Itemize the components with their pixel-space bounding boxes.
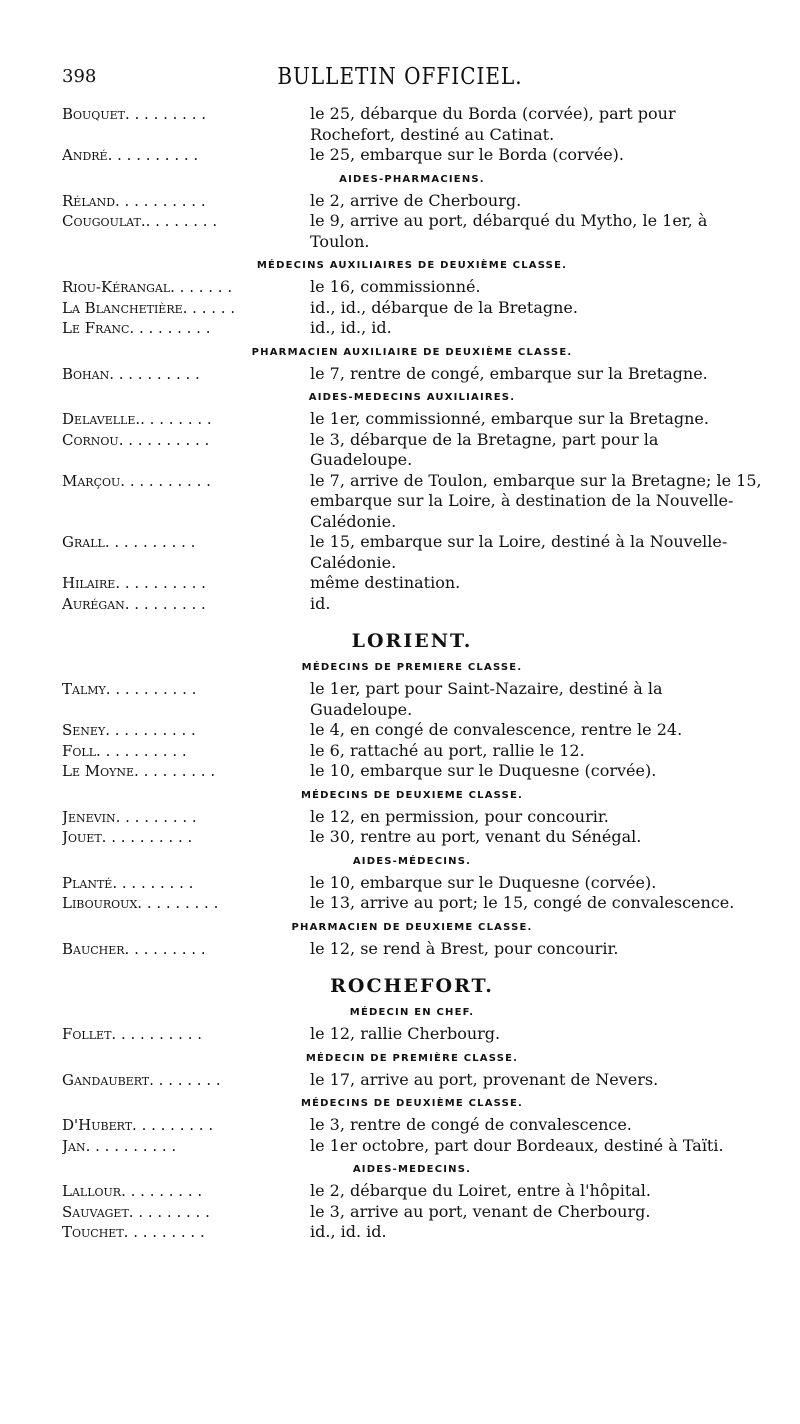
personnel-name: Le Moyne. . . . . . . . . [62, 762, 216, 780]
personnel-movement: le 16, commissionné. [310, 277, 481, 296]
personnel-entry [62, 939, 762, 960]
personnel-entry [62, 893, 762, 914]
rank-heading: PHARMACIEN AUXILIAIRE DE DEUXIÈME CLASSE. [251, 346, 573, 358]
rank-heading: MÉDECINS DE DEUXIÈME CLASSE. [300, 1098, 524, 1109]
personnel-movement: le 1er, commissionné, embarque sur la Bretagne. [310, 409, 709, 428]
personnel-entry [62, 573, 762, 594]
personnel-entry [62, 191, 762, 212]
personnel-movement: id., id. id. [310, 1222, 387, 1241]
personnel-movement: le 10, embarque sur le Duquesne (corvée). [310, 761, 657, 780]
personnel-name: Jenevin. . . . . . . . . [62, 807, 197, 826]
personnel-movement: le 25, débarque du Borda (corvée), part pour Rochefort, destiné au Catinat. [310, 104, 676, 144]
personnel-movement: le 6, rattaché au port, rallie le 12. [310, 740, 585, 760]
personnel-name: Le Franc. . . . . . . . . [62, 319, 211, 337]
personnel-entry [62, 409, 762, 430]
personnel-entry [62, 594, 762, 615]
personnel-movement: le 7, rentre de congé, embarque sur la Bretagne. [310, 363, 708, 383]
personnel-entry [62, 430, 762, 471]
personnel-name: Touchet. . . . . . . . . [62, 1223, 205, 1241]
personnel-entry [62, 1181, 762, 1202]
personnel-entry [62, 720, 762, 741]
personnel-name: Delavelle.. . . . . . . . [62, 410, 212, 428]
personnel-entry [62, 364, 762, 385]
personnel-entry [62, 277, 762, 298]
personnel-entry [62, 104, 762, 145]
personnel-name: D'Hubert. . . . . . . . . [62, 1116, 214, 1134]
personnel-name: Foll. . . . . . . . . . [62, 741, 187, 760]
personnel-name: Libouroux. . . . . . . . . [62, 894, 219, 912]
personnel-movement: le 4, en congé de convalescence, rentre le 24. [310, 720, 683, 739]
personnel-movement: id., id., id. [310, 318, 392, 337]
personnel-movement: le 9, arrive au port, débarqué du Mytho, le 1er, à Toulon. [310, 211, 708, 251]
personnel-entry [62, 145, 762, 166]
personnel-name: André. . . . . . . . . . [62, 146, 199, 164]
personnel-movement: le 17, arrive au port, provenant de Nevers. [310, 1069, 659, 1089]
personnel-name: Réland. . . . . . . . . . [62, 191, 206, 210]
rank-heading: AIDES-MEDECINS. [352, 1164, 472, 1175]
personnel-entry [62, 1024, 762, 1045]
personnel-name: Cornou. . . . . . . . . . [62, 430, 210, 449]
personnel-name: Jan. . . . . . . . . . [62, 1136, 177, 1155]
personnel-name: Aurégan. . . . . . . . . [62, 594, 206, 613]
personnel-movement: le 30, rentre au port, venant du Sénégal. [310, 827, 642, 846]
rank-heading: PHARMACIEN DE DEUXIEME CLASSE. [291, 921, 533, 933]
personnel-movement: le 1er octobre, part dour Bordeaux, destiné à Taïti. [310, 1135, 724, 1155]
personnel-entry [62, 298, 762, 319]
personnel-name: Follet. . . . . . . . . . [62, 1025, 202, 1043]
personnel-movement: le 12, en permission, pour concourir. [310, 806, 609, 826]
personnel-movement: le 10, embarque sur le Duquesne (corvée). [310, 872, 657, 892]
personnel-entry [62, 679, 762, 720]
rank-heading: MÉDECIN EN CHEF. [349, 1007, 475, 1018]
personnel-movement: le 3, débarque de la Bretagne, part pour la Guadeloupe. [310, 429, 659, 469]
personnel-entry [62, 471, 762, 533]
personnel-movement: le 3, rentre de congé de convalescence. [310, 1115, 632, 1134]
personnel-movement: le 2, arrive de Cherbourg. [310, 190, 522, 210]
personnel-movement: le 13, arrive au port; le 15, congé de convalescence. [310, 893, 735, 912]
personnel-movement: même destination. [310, 573, 461, 592]
personnel-entry [62, 873, 762, 894]
personnel-movement: le 15, embarque sur la Loire, destiné à la Nouvelle-Calédonie. [310, 532, 728, 572]
rank-heading: MÉDECINS AUXILIAIRES DE DEUXIÈME CLASSE. [256, 260, 568, 271]
personnel-name: Marçou. . . . . . . . . . [62, 471, 211, 490]
personnel-name: Hilaire. . . . . . . . . . [62, 574, 206, 592]
personnel-entry [62, 807, 762, 828]
personnel-entry [62, 1222, 762, 1243]
rank-heading: AIDES-MEDECINS AUXILIAIRES. [308, 392, 516, 403]
personnel-name: Sauvaget. . . . . . . . . [62, 1202, 210, 1221]
rank-heading: AIDES-MÉDECINS. [352, 855, 472, 867]
personnel-movement: le 25, embarque sur le Borda (corvée). [310, 145, 624, 164]
personnel-entry [62, 741, 762, 762]
page-number: 398 [62, 66, 97, 87]
personnel-movement: id., id., débarque de la Bretagne. [310, 297, 578, 317]
personnel-name: Cougoulat.. . . . . . . . [62, 212, 218, 230]
personnel-name: Seney. . . . . . . . . . [62, 721, 196, 739]
personnel-entry [62, 532, 762, 573]
personnel-name: Riou-Kérangal. . . . . . . [62, 278, 233, 296]
rank-heading: MÉDECINS DE DEUXIEME CLASSE. [300, 789, 524, 801]
personnel-name: Talmy. . . . . . . . . . [62, 680, 197, 698]
document-body [62, 104, 762, 1243]
personnel-name: Jouet. . . . . . . . . . [62, 828, 193, 846]
personnel-name: Bohan. . . . . . . . . . [62, 364, 200, 383]
personnel-movement: id. [310, 593, 331, 613]
personnel-entry [62, 827, 762, 848]
personnel-entry [62, 761, 762, 782]
personnel-name: Baucher. . . . . . . . . [62, 939, 206, 958]
personnel-movement: le 12, rallie Cherbourg. [310, 1024, 501, 1043]
port-heading: ROCHEFORT. [330, 975, 494, 997]
personnel-name: Bouquet. . . . . . . . . [62, 105, 207, 123]
rank-heading: MÉDECIN DE PREMIÈRE CLASSE. [305, 1052, 519, 1064]
personnel-movement: le 1er, part pour Saint-Nazaire, destiné à la Guadeloupe. [310, 679, 663, 719]
personnel-movement: le 7, arrive de Toulon, embarque sur la Bretagne; le 15, embarque sur la Loire, à destination de la Nouvelle-Calédonie. [310, 470, 762, 531]
personnel-movement: le 2, débarque du Loiret, entre à l'hôpital. [310, 1181, 652, 1200]
personnel-movement: le 12, se rend à Brest, pour concourir. [310, 938, 619, 958]
personnel-name: Planté. . . . . . . . . [62, 873, 194, 892]
personnel-movement: le 3, arrive au port, venant de Cherbourg. [310, 1201, 651, 1221]
port-heading: LORIENT. [351, 630, 473, 652]
personnel-entry [62, 1136, 762, 1157]
personnel-entry [62, 318, 762, 339]
personnel-entry [62, 1115, 762, 1136]
personnel-name: La Blanchetière. . . . . . [62, 298, 236, 317]
personnel-name: Grall. . . . . . . . . . [62, 533, 196, 551]
personnel-entry [62, 211, 762, 252]
rank-heading: MÉDECINS DE PREMIERE CLASSE. [301, 662, 523, 673]
running-head: BULLETIN OFFICIEL. [277, 62, 523, 90]
personnel-name: Gandaubert. . . . . . . . [62, 1070, 221, 1089]
rank-heading: AIDES-PHARMACIENS. [339, 173, 485, 185]
personnel-entry [62, 1202, 762, 1223]
personnel-name: Lallour. . . . . . . . . [62, 1182, 203, 1200]
personnel-entry [62, 1070, 762, 1091]
